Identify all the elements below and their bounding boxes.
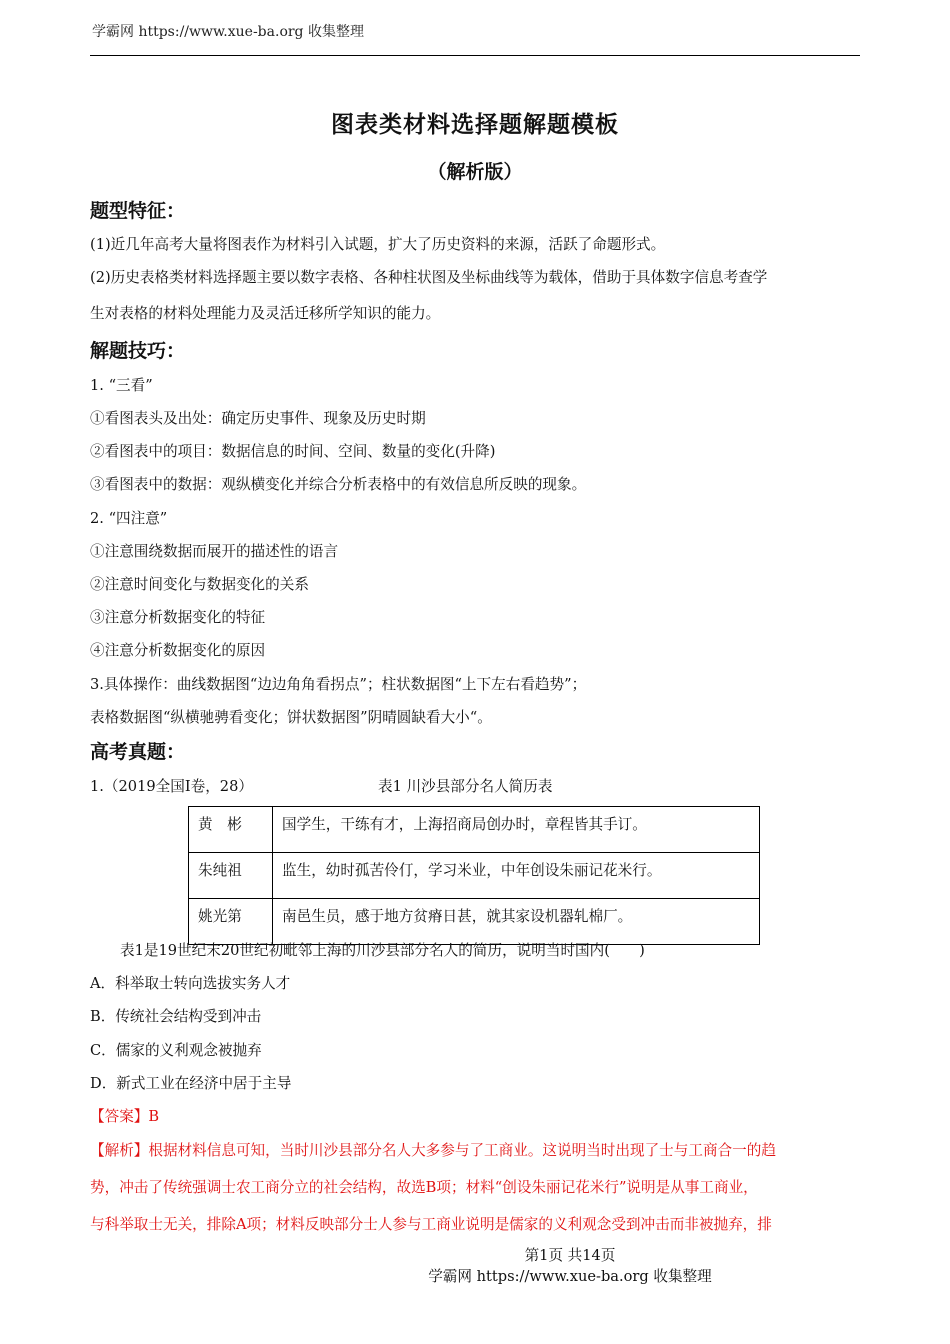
exam-heading: 高考真题：	[90, 741, 186, 763]
option-c: C．儒家的义利观念被抛弃	[90, 1042, 262, 1059]
features-paragraph-2b: 生对表格的材料处理能力及灵活迁移所学知识的能力。	[90, 305, 441, 322]
option-a: A．科举取士转向选拔实务人才	[90, 975, 291, 992]
page-header-site: 学霸网 https://www.xue-ba.org 收集整理	[92, 24, 364, 40]
skills-line: 表格数据图“纵横驰骋看变化；饼状数据图”阴晴圆缺看大小“。	[90, 709, 492, 726]
features-paragraph-2a: (2)历史表格类材料选择题主要以数字表格、各种柱状图及坐标曲线等为载体，借助于具体数字信息考查学	[90, 269, 768, 286]
skills-line: ②看图表中的项目：数据信息的时间、空间、数量的变化(升降)	[90, 443, 496, 460]
table-row	[189, 807, 760, 853]
table-cell-bio: 南邑生员，感于地方贫瘠日甚，就其家设机器轧棉厂。	[273, 899, 760, 945]
skills-line: ③看图表中的数据：观纵横变化并综合分析表格中的有效信息所反映的现象。	[90, 476, 587, 493]
header-divider	[90, 55, 860, 56]
table-cell-name: 黄 彬	[189, 807, 273, 853]
features-paragraph-1: (1)近几年高考大量将图表作为材料引入试题，扩大了历史资料的来源，活跃了命题形式。	[90, 236, 666, 253]
table-cell-name: 朱纯祖	[189, 853, 273, 899]
question-source: 1.（2019全国Ⅰ卷，28）	[90, 778, 253, 795]
table-cell-bio: 监生，幼时孤苦伶仃，学习米业，中年创设朱丽记花米行。	[273, 853, 760, 899]
analysis-line: 【解析】根据材料信息可知，当时川沙县部分名人大多参与了工商业。这说明当时出现了士与工商合一的趋	[90, 1142, 776, 1159]
skills-line: ②注意时间变化与数据变化的关系	[90, 576, 309, 593]
skills-line: 2. “四注意”	[90, 510, 168, 527]
skills-line: ③注意分析数据变化的特征	[90, 609, 266, 626]
table-caption: 表1 川沙县部分名人简历表	[378, 778, 553, 795]
page-number: 第1页 共14页	[524, 1247, 616, 1264]
skills-line: ①看图表头及出处：确定历史事件、现象及历史时期	[90, 410, 426, 427]
option-b: B．传统社会结构受到冲击	[90, 1008, 262, 1025]
analysis-line: 与科举取士无关，排除A项；材料反映部分士人参与工商业说明是儒家的义利观念受到冲击而非被抛弃，排	[90, 1216, 772, 1233]
features-heading: 题型特征：	[90, 200, 186, 222]
page-title: 图表类材料选择题解题模板	[331, 112, 619, 138]
skills-heading: 解题技巧：	[90, 340, 186, 362]
skills-line: ①注意围绕数据而展开的描述性的语言	[90, 543, 339, 560]
option-d: D．新式工业在经济中居于主导	[90, 1075, 292, 1092]
table-row	[189, 899, 760, 945]
table-cell-name: 姚光第	[189, 899, 273, 945]
page-subtitle: （解析版）	[427, 161, 523, 183]
table-row	[189, 853, 760, 899]
skills-line: ④注意分析数据变化的原因	[90, 642, 266, 659]
page-footer-site: 学霸网 https://www.xue-ba.org 收集整理	[428, 1268, 712, 1285]
answer: 【答案】B	[90, 1108, 160, 1125]
skills-line: 1. “三看”	[90, 377, 153, 394]
analysis-line: 势，冲击了传统强调士农工商分立的社会结构，故选B项；材料“创设朱丽记花米行”说明是从事工商业，	[90, 1179, 758, 1196]
question-stem: 表1是19世纪末20世纪初毗邻上海的川沙县部分名人的简历，说明当时国内( )	[120, 942, 645, 959]
biography-table	[188, 806, 760, 945]
table-cell-bio: 国学生，干练有才，上海招商局创办时，章程皆其手订。	[273, 807, 760, 853]
skills-line: 3.具体操作：曲线数据图“边边角角看拐点”；柱状数据图“上下左右看趋势”；	[90, 676, 587, 693]
